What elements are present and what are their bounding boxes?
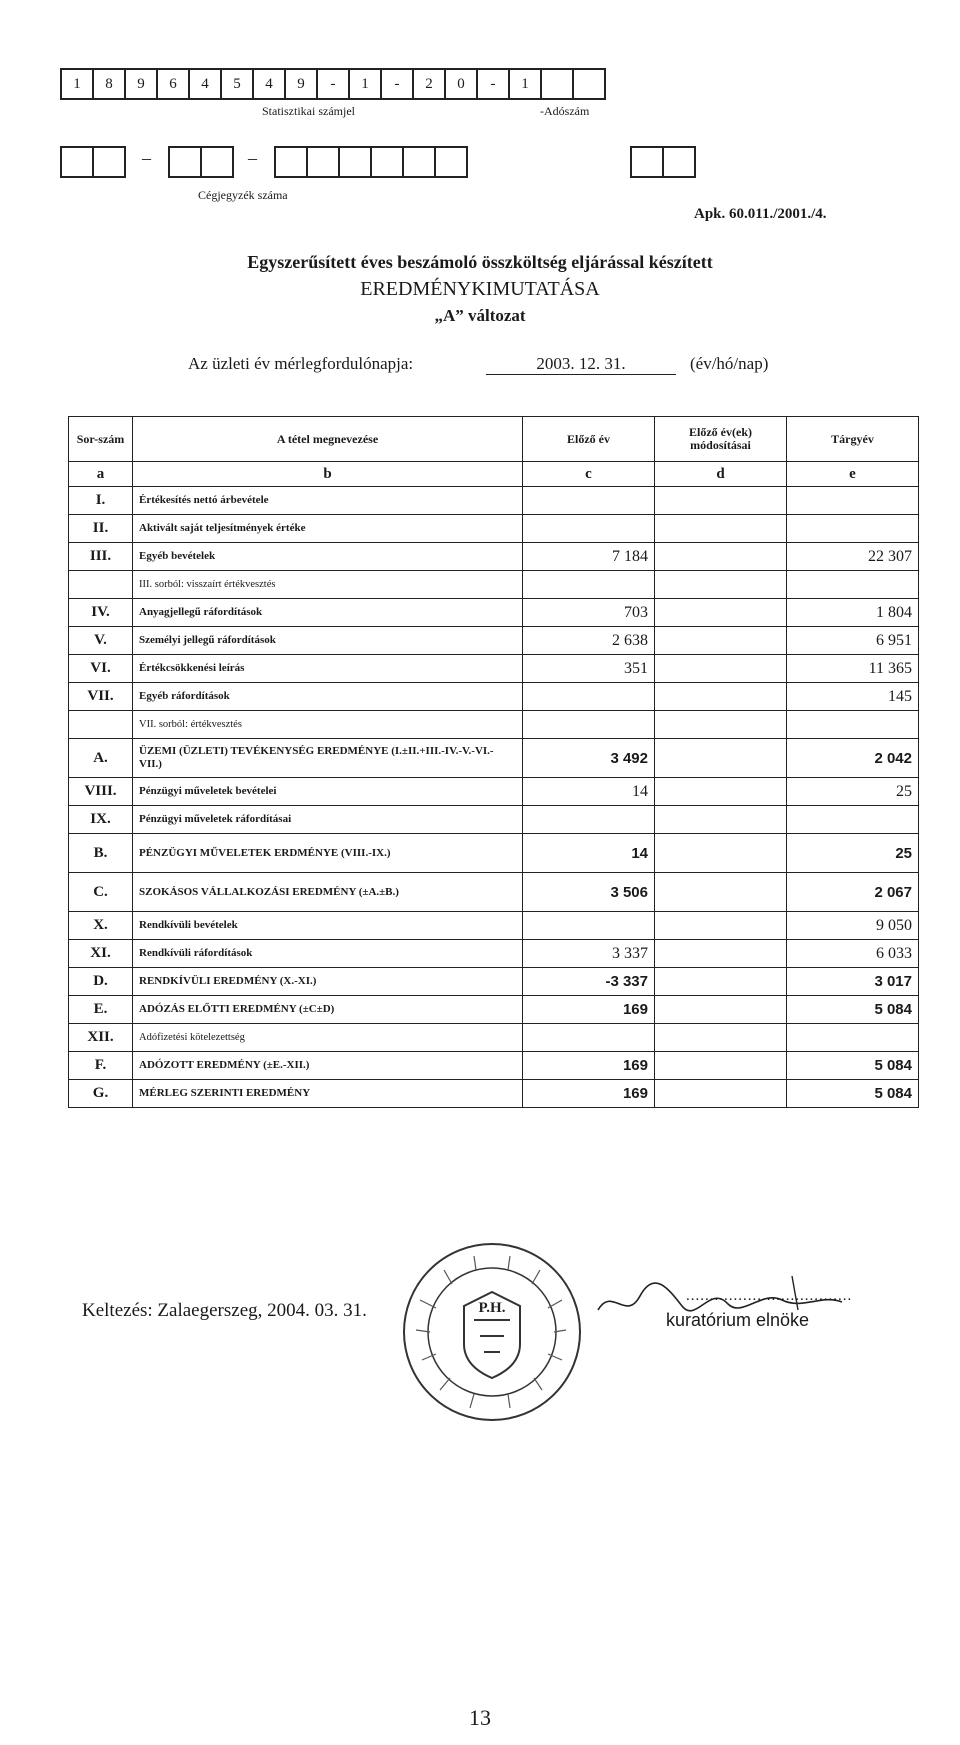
row-previous-modifications xyxy=(655,655,787,683)
table-row xyxy=(69,515,919,543)
row-number: I. xyxy=(69,487,133,515)
col-letter-e: e xyxy=(787,462,919,487)
row-previous-modifications xyxy=(655,873,787,912)
row-number: E. xyxy=(69,996,133,1024)
stat-digit-box xyxy=(572,68,606,100)
row-current-year: 25 xyxy=(787,834,919,873)
row-number xyxy=(69,711,133,739)
stat-digit-box: 1 xyxy=(508,68,542,100)
signer-title: kuratórium elnöke xyxy=(666,1310,810,1330)
col-letter-c: c xyxy=(523,462,655,487)
row-item-name: Pénzügyi műveletek bevételei xyxy=(133,778,523,806)
row-current-year: 2 067 xyxy=(787,873,919,912)
row-current-year: 6 033 xyxy=(787,940,919,968)
row-previous-modifications xyxy=(655,778,787,806)
table-row xyxy=(69,996,919,1024)
header-row-number: Sor-szám xyxy=(69,417,133,462)
stat-digit-box: 8 xyxy=(92,68,126,100)
stat-digit-box: 6 xyxy=(156,68,190,100)
row-previous-modifications xyxy=(655,543,787,571)
stat-digit-box: 4 xyxy=(188,68,222,100)
row-current-year xyxy=(787,711,919,739)
stat-digit-box: 2 xyxy=(412,68,446,100)
row-previous-modifications xyxy=(655,912,787,940)
table-row xyxy=(69,543,919,571)
row-item-name: Anyagjellegű ráfordítások xyxy=(133,599,523,627)
col-letter-a: a xyxy=(69,462,133,487)
row-current-year xyxy=(787,487,919,515)
row-previous-year: 3 337 xyxy=(523,940,655,968)
stat-digit-box: - xyxy=(316,68,350,100)
row-previous-modifications xyxy=(655,806,787,834)
stat-digit-box: 1 xyxy=(348,68,382,100)
row-item-name: Értékesítés nettó árbevétele xyxy=(133,487,523,515)
stat-number-label: Statisztikai számjel xyxy=(262,104,355,118)
row-previous-modifications xyxy=(655,711,787,739)
table-row xyxy=(69,968,919,996)
row-item-name: VII. sorból: értékvesztés xyxy=(133,711,523,739)
row-previous-year: 169 xyxy=(523,996,655,1024)
signature-dotted-line: ................................... xyxy=(686,1288,853,1304)
registration-label: Cégjegyzék száma xyxy=(198,188,288,202)
stat-digit-box: 5 xyxy=(220,68,254,100)
row-current-year: 22 307 xyxy=(787,543,919,571)
stat-digit-box: 9 xyxy=(284,68,318,100)
row-previous-year: 14 xyxy=(523,834,655,873)
row-previous-year: 351 xyxy=(523,655,655,683)
row-current-year: 5 084 xyxy=(787,996,919,1024)
row-item-name: Rendkívüli ráfordítások xyxy=(133,940,523,968)
row-item-name: Rendkívüli bevételek xyxy=(133,912,523,940)
table-row xyxy=(69,711,919,739)
title-line-3: „A” változat xyxy=(434,306,526,325)
row-previous-year xyxy=(523,515,655,543)
row-current-year: 6 951 xyxy=(787,627,919,655)
table-row xyxy=(69,1052,919,1080)
stat-digit-box: 0 xyxy=(444,68,478,100)
dash-1: – xyxy=(142,148,151,168)
row-previous-modifications xyxy=(655,683,787,711)
row-item-name: MÉRLEG SZERINTI EREDMÉNY xyxy=(133,1080,523,1108)
row-number xyxy=(69,571,133,599)
row-number: VII. xyxy=(69,683,133,711)
row-item-name: Személyi jellegű ráfordítások xyxy=(133,627,523,655)
row-item-name: Értékcsökkenési leírás xyxy=(133,655,523,683)
row-previous-modifications xyxy=(655,487,787,515)
row-previous-year: 14 xyxy=(523,778,655,806)
col-letter-d: d xyxy=(655,462,787,487)
row-current-year xyxy=(787,1024,919,1052)
row-item-name: Egyéb bevételek xyxy=(133,543,523,571)
table-row xyxy=(69,834,919,873)
row-previous-year: 7 184 xyxy=(523,543,655,571)
row-number: G. xyxy=(69,1080,133,1108)
row-current-year: 2 042 xyxy=(787,739,919,778)
row-number: B. xyxy=(69,834,133,873)
row-current-year xyxy=(787,571,919,599)
tax-number-label: -Adószám xyxy=(540,104,590,118)
header-current-year: Tárgyév xyxy=(787,417,919,462)
row-previous-modifications xyxy=(655,627,787,655)
title-line-2: EREDMÉNYKIMUTATÁSA xyxy=(360,278,600,300)
row-item-name: SZOKÁSOS VÁLLALKOZÁSI EREDMÉNY (±A.±B.) xyxy=(133,873,523,912)
table-row xyxy=(69,683,919,711)
row-number: F. xyxy=(69,1052,133,1080)
col-letter-b: b xyxy=(133,462,523,487)
row-item-name: Adófizetési kötelezettség xyxy=(133,1024,523,1052)
form-code: Apk. 60.011./2001./4. xyxy=(694,206,827,222)
table-row xyxy=(69,1080,919,1108)
row-previous-year xyxy=(523,1024,655,1052)
row-previous-year xyxy=(523,683,655,711)
table-row xyxy=(69,778,919,806)
table-row xyxy=(69,940,919,968)
row-previous-year: 169 xyxy=(523,1080,655,1108)
row-current-year xyxy=(787,806,919,834)
row-previous-year: 2 638 xyxy=(523,627,655,655)
stat-digit-box: 9 xyxy=(124,68,158,100)
stat-digit-box: - xyxy=(380,68,414,100)
row-current-year: 9 050 xyxy=(787,912,919,940)
row-number: A. xyxy=(69,739,133,778)
row-item-name: PÉNZÜGYI MŰVELETEK ERDMÉNYE (VIII.-IX.) xyxy=(133,834,523,873)
row-current-year: 11 365 xyxy=(787,655,919,683)
stat-number-boxes xyxy=(62,68,606,100)
row-item-name: ADÓZÁS ELŐTTI EREDMÉNY (±C±D) xyxy=(133,996,523,1024)
row-number: VI. xyxy=(69,655,133,683)
registration-boxes-2 xyxy=(170,146,234,178)
row-previous-modifications xyxy=(655,1052,787,1080)
row-previous-modifications xyxy=(655,940,787,968)
row-number: II. xyxy=(69,515,133,543)
row-number: VIII. xyxy=(69,778,133,806)
row-previous-year xyxy=(523,487,655,515)
row-number: C. xyxy=(69,873,133,912)
row-number: XII. xyxy=(69,1024,133,1052)
row-previous-modifications xyxy=(655,515,787,543)
row-previous-year: -3 337 xyxy=(523,968,655,996)
table-row xyxy=(69,571,919,599)
row-previous-modifications xyxy=(655,996,787,1024)
table-row xyxy=(69,873,919,912)
row-current-year: 25 xyxy=(787,778,919,806)
row-previous-year: 703 xyxy=(523,599,655,627)
registration-boxes-4 xyxy=(632,146,696,178)
row-item-name: ÜZEMI (ÜZLETI) TEVÉKENYSÉG EREDMÉNYE (I.±II.+III.-IV.-V.-VI.-VII.) xyxy=(133,739,523,778)
stat-digit-box xyxy=(540,68,574,100)
stamp-center-text: P.H. xyxy=(478,1300,506,1316)
row-previous-year xyxy=(523,806,655,834)
row-previous-modifications xyxy=(655,599,787,627)
row-previous-year xyxy=(523,912,655,940)
dash-2: – xyxy=(248,148,257,168)
row-previous-modifications xyxy=(655,739,787,778)
official-stamp xyxy=(400,1240,584,1424)
row-previous-modifications xyxy=(655,968,787,996)
row-item-name: Pénzügyi műveletek ráfordításai xyxy=(133,806,523,834)
row-number: IX. xyxy=(69,806,133,834)
row-previous-modifications xyxy=(655,834,787,873)
row-previous-year: 169 xyxy=(523,1052,655,1080)
row-current-year xyxy=(787,515,919,543)
registration-boxes-1 xyxy=(62,146,126,178)
row-item-name: III. sorból: visszaírt értékvesztés xyxy=(133,571,523,599)
header-previous-year: Előző év xyxy=(523,417,655,462)
row-current-year: 145 xyxy=(787,683,919,711)
registration-boxes-3 xyxy=(276,146,468,178)
row-previous-year xyxy=(523,571,655,599)
row-number: X. xyxy=(69,912,133,940)
table-row xyxy=(69,912,919,940)
row-item-name: Aktivált saját teljesítmények értéke xyxy=(133,515,523,543)
row-previous-modifications xyxy=(655,1024,787,1052)
stat-digit-box: 1 xyxy=(60,68,94,100)
row-current-year: 5 084 xyxy=(787,1052,919,1080)
row-number: V. xyxy=(69,627,133,655)
table-row xyxy=(69,627,919,655)
table-row xyxy=(69,739,919,778)
row-item-name: ADÓZOTT EREDMÉNY (±E.-XII.) xyxy=(133,1052,523,1080)
table-row xyxy=(69,1024,919,1052)
header-previous-modifications: Előző év(ek) módosításai xyxy=(655,417,787,462)
page-number: 13 xyxy=(469,1705,491,1730)
row-previous-year: 3 506 xyxy=(523,873,655,912)
row-current-year: 1 804 xyxy=(787,599,919,627)
row-current-year: 3 017 xyxy=(787,968,919,996)
stat-digit-box: - xyxy=(476,68,510,100)
table-row xyxy=(69,806,919,834)
table-row xyxy=(69,655,919,683)
table-row xyxy=(69,599,919,627)
row-number: IV. xyxy=(69,599,133,627)
row-item-name: RENDKÍVÜLI EREDMÉNY (X.-XI.) xyxy=(133,968,523,996)
table-row xyxy=(69,487,919,515)
date-line-suffix: (év/hó/nap) xyxy=(690,354,769,373)
row-number: D. xyxy=(69,968,133,996)
header-item-name: A tétel megnevezése xyxy=(133,417,523,462)
row-item-name: Egyéb ráfordítások xyxy=(133,683,523,711)
row-previous-year xyxy=(523,711,655,739)
row-previous-modifications xyxy=(655,1080,787,1108)
row-previous-modifications xyxy=(655,571,787,599)
row-number: XI. xyxy=(69,940,133,968)
stat-digit-box: 4 xyxy=(252,68,286,100)
row-current-year: 5 084 xyxy=(787,1080,919,1108)
row-previous-year: 3 492 xyxy=(523,739,655,778)
date-line-value: 2003. 12. 31. xyxy=(486,354,676,375)
row-number: III. xyxy=(69,543,133,571)
place-date: Keltezés: Zalaegerszeg, 2004. 03. 31. xyxy=(82,1300,367,1321)
income-statement-table xyxy=(68,416,919,1108)
date-line-label: Az üzleti év mérlegfordulónapja: xyxy=(188,354,414,373)
title-line-1: Egyszerűsített éves beszámoló összköltség eljárással készített xyxy=(247,252,713,272)
